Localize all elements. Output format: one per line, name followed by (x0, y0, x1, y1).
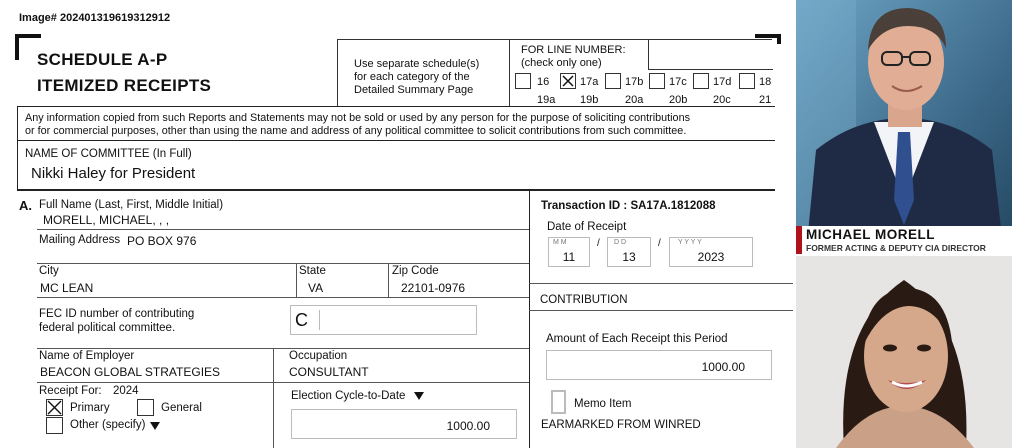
receipt-for-label: Receipt For: (39, 385, 102, 397)
fec-id-prefix: C (295, 310, 308, 330)
separate-note-line: Detailed Summary Page (354, 84, 474, 96)
separate-note-line: Use separate schedule(s) (354, 58, 480, 70)
mailing-address: PO BOX 976 (127, 234, 197, 248)
disclaimer: Any information copied from such Reports and Statements may not be sold or used by any person for the purpose of soliciting contributions (25, 112, 690, 124)
committee-name: Nikki Haley for President (31, 165, 196, 182)
section-letter: A. (19, 198, 32, 213)
committee-label: NAME OF COMMITTEE (In Full) (25, 148, 192, 160)
date-month-hint: M M (553, 239, 567, 246)
news-video-panel (796, 0, 1012, 254)
line-option-label: 17b (625, 76, 644, 88)
disclaimer: or for commercial purposes, other than using the name and address of any political committee to solicit contributions from such committee. (25, 125, 687, 137)
occupation-label: Occupation (289, 350, 348, 362)
state-value: VA (308, 281, 324, 295)
line-option-label: 20c (713, 94, 731, 106)
fec-id-field[interactable] (290, 305, 477, 335)
line-option-label: 17a (580, 76, 599, 88)
date-separator: / (658, 238, 661, 249)
general-checkbox[interactable] (137, 399, 154, 416)
occupation-value: CONSULTANT (289, 365, 369, 379)
earmarked-note: EARMARKED FROM WINRED (541, 419, 701, 431)
other-label: Other (specify) (70, 419, 146, 431)
fec-id-label: federal political committee. (39, 322, 176, 334)
amount-value: 1000.00 (701, 360, 745, 374)
line-option-label: 17c (669, 76, 687, 88)
line-option-label: 19a (537, 94, 556, 106)
line-option-label: 20a (625, 94, 644, 106)
date-year-field[interactable] (669, 237, 753, 267)
primary-label: Primary (70, 402, 110, 414)
line-option-label: 16 (537, 76, 550, 88)
date-day-hint: D D (614, 239, 627, 246)
memo-item-label: Memo Item (574, 398, 632, 410)
receipt-for-year: 2024 (113, 385, 139, 397)
line-option-label: 21 (759, 94, 772, 106)
line-number-entry (648, 39, 773, 70)
contribution-label: CONTRIBUTION (540, 294, 628, 306)
date-month-field[interactable] (548, 237, 590, 267)
line-option-label: 17d (713, 76, 732, 88)
line-option-label: 18 (759, 76, 772, 88)
lower-third-banner (796, 226, 1012, 254)
contributor-name: MORELL, MICHAEL, , , (43, 213, 170, 227)
form-title: SCHEDULE A-P (37, 50, 168, 69)
separate-note-line: for each category of the (354, 71, 470, 83)
zip-label: Zip Code (392, 265, 439, 277)
state-label: State (299, 265, 326, 277)
amount-label: Amount of Each Receipt this Period (546, 333, 728, 345)
mailing-address-label: Mailing Address (39, 234, 121, 246)
separate-schedule-box (337, 39, 510, 107)
line-number-hint: (check only one) (521, 57, 602, 69)
date-year-value: 2023 (697, 250, 725, 264)
full-name-label: Full Name (Last, First, Middle Initial) (39, 199, 224, 211)
memo-item-checkbox[interactable] (551, 390, 566, 414)
checkmark-x-icon (47, 400, 62, 415)
primary-checkbox[interactable] (46, 399, 63, 416)
amount-field[interactable] (546, 350, 772, 380)
transaction-id: Transaction ID : SA17A.1812088 (541, 200, 716, 212)
line-options (515, 73, 775, 107)
zip-value: 22101-0976 (401, 281, 466, 295)
date-separator: / (597, 238, 600, 249)
date-day-value: 13 (622, 250, 636, 264)
candidate-portrait (796, 256, 1012, 448)
lower-third-title: FORMER ACTING & DEPUTY CIA DIRECTOR (806, 243, 986, 253)
other-checkbox[interactable] (46, 417, 63, 434)
employer-value: BEACON GLOBAL STRATEGIES (40, 365, 221, 379)
image-number: Image# 202401319619312912 (19, 12, 171, 24)
line-option-label: 19b (580, 94, 599, 106)
checkmark-x-icon (561, 74, 575, 88)
city-label: City (39, 265, 59, 277)
form-subtitle: ITEMIZED RECEIPTS (37, 76, 212, 95)
cycle-to-date-label: Election Cycle-to-Date (291, 390, 406, 402)
line-option-label: 20b (669, 94, 688, 106)
date-year-hint: Y Y Y Y (678, 239, 702, 246)
city-value: MC LEAN (40, 281, 94, 295)
news-anchor-portrait (796, 0, 1012, 254)
general-label: General (161, 402, 202, 414)
cycle-to-date-field[interactable] (291, 409, 517, 439)
candidate-video-panel (796, 256, 1012, 448)
cycle-to-date-amount: 1000.00 (446, 419, 490, 433)
line-number-label: FOR LINE NUMBER: (521, 44, 626, 56)
employer-label: Name of Employer (39, 350, 135, 362)
triangle-down-icon (414, 392, 424, 400)
date-of-receipt-label: Date of Receipt (547, 221, 627, 233)
date-day-field[interactable] (607, 237, 651, 267)
fec-id-label: FEC ID number of contributing (39, 308, 195, 320)
date-month-value: 11 (562, 250, 576, 264)
triangle-down-icon (150, 422, 160, 430)
lower-third-name: MICHAEL MORELL (806, 227, 935, 242)
